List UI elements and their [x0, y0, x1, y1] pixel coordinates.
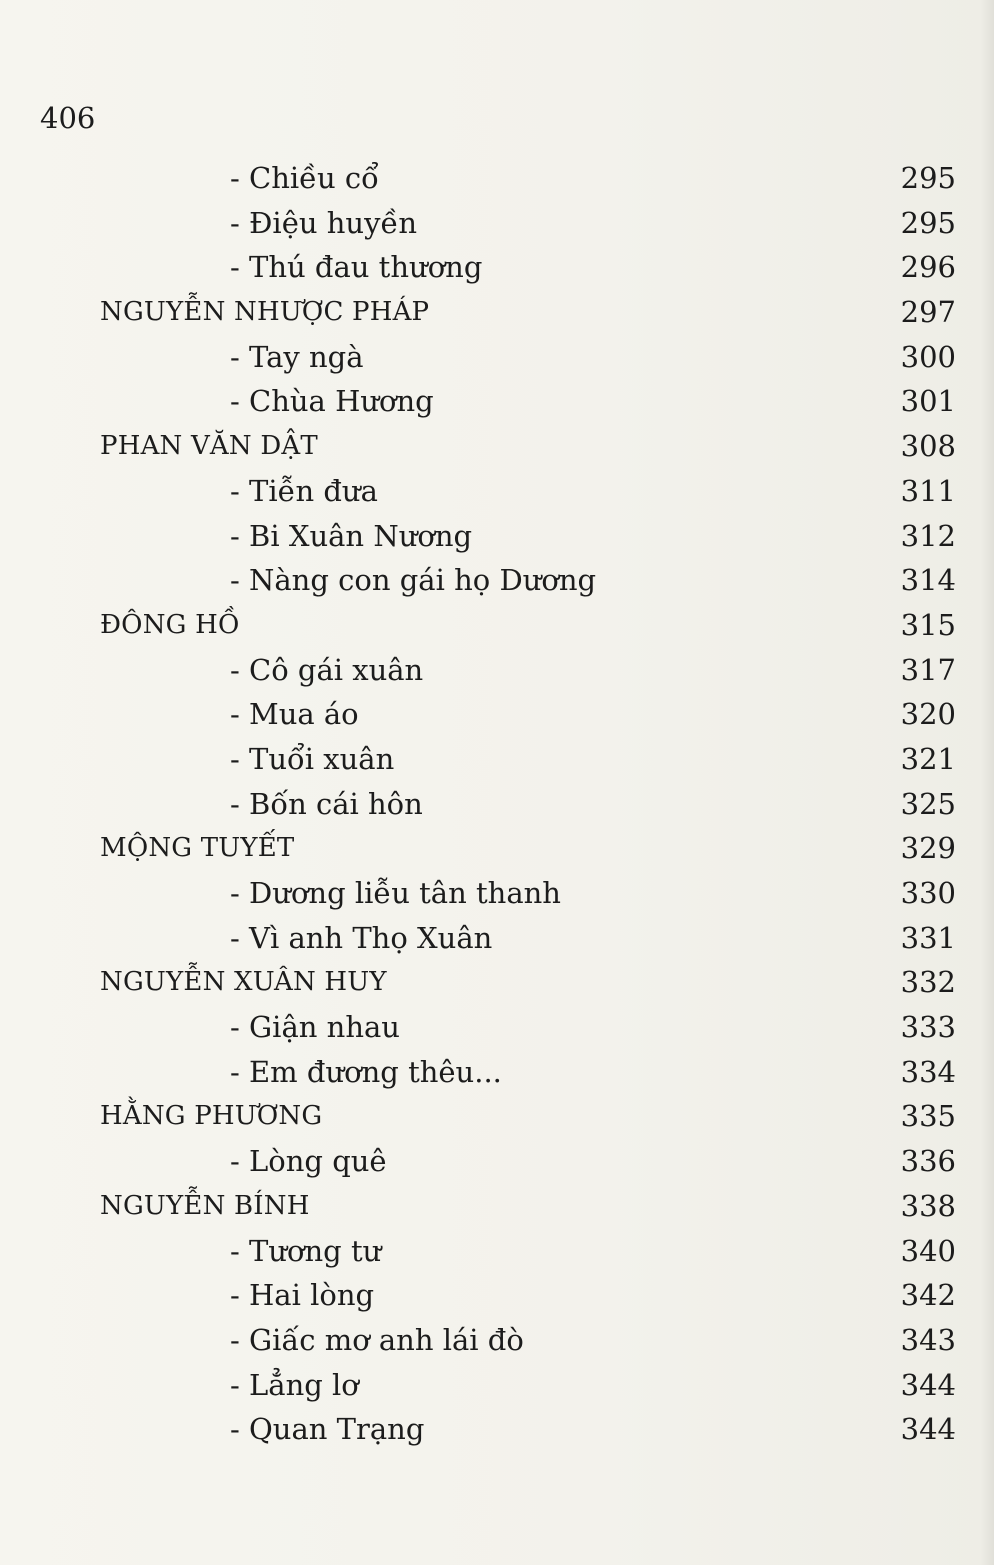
poem-title: - Bi Xuân Nương [230, 518, 473, 553]
toc-poem-row [0, 1318, 994, 1363]
entry-page-number: 321 [900, 741, 956, 776]
toc-poem-row [0, 558, 994, 603]
author-name: NGUYỄN BÍNH [100, 1190, 310, 1221]
poem-title: - Vì anh Thọ Xuân [230, 920, 493, 955]
poem-title: - Tương tư [230, 1233, 382, 1268]
entry-page-number: 340 [900, 1233, 956, 1268]
author-name: PHAN VĂN DẬT [100, 431, 318, 462]
toc-poem-row [0, 201, 994, 246]
entry-page-number: 308 [900, 429, 956, 464]
entry-page-number: 342 [900, 1278, 956, 1313]
toc-author-row [0, 960, 994, 1005]
toc-poem-row [0, 916, 994, 961]
entry-page-number: 320 [900, 697, 956, 732]
entry-page-number: 295 [900, 161, 956, 195]
entry-page-number: 314 [900, 563, 956, 598]
author-name: NGUYỄN NHƯỢC PHÁP [100, 297, 430, 328]
poem-title: - Lòng quê [230, 1144, 387, 1179]
poem-title: - Hai lòng [230, 1278, 375, 1313]
toc-poem-row [0, 245, 994, 290]
poem-title: - Thú đau thương [230, 250, 483, 285]
entry-page-number: 343 [900, 1322, 956, 1357]
toc-author-row [0, 603, 994, 648]
poem-title: - Tiễn đưa [230, 473, 378, 508]
toc-poem-row [0, 1273, 994, 1318]
entry-page-number: 317 [900, 652, 956, 687]
toc-poem-row [0, 469, 994, 514]
entry-page-number: 332 [900, 965, 956, 1000]
toc-poem-row [0, 1229, 994, 1274]
toc-author-row [0, 424, 994, 469]
poem-title: - Bốn cái hôn [230, 786, 423, 821]
entry-page-number: 297 [900, 295, 956, 330]
entry-page-number: 333 [900, 1010, 956, 1045]
page-number: 406 [40, 101, 96, 135]
toc-poem-row [0, 335, 994, 380]
page-edge-shadow [980, 0, 994, 1565]
toc-author-row [0, 1094, 994, 1139]
toc-poem-row [0, 782, 994, 827]
toc-author-row [0, 1184, 994, 1229]
toc-poem-row [0, 737, 994, 782]
poem-title: - Tay ngà [230, 339, 364, 374]
entry-page-number: 338 [900, 1188, 956, 1223]
poem-title: - Giấc mơ anh lái đò [230, 1322, 524, 1357]
toc-poem-row [0, 379, 994, 424]
table-of-contents [0, 156, 994, 1452]
author-name: NGUYỄN XUÂN HUY [100, 967, 387, 998]
poem-title: - Tuổi xuân [230, 741, 395, 776]
toc-poem-row [0, 1363, 994, 1408]
entry-page-number: 315 [900, 607, 956, 642]
poem-title: - Mua áo [230, 697, 359, 732]
entry-page-number: 336 [900, 1144, 956, 1179]
poem-title: - Điệu huyền [230, 205, 418, 240]
poem-title: - Chiều cổ [230, 161, 379, 195]
entry-page-number: 295 [900, 205, 956, 240]
entry-page-number: 329 [900, 831, 956, 866]
toc-poem-row [0, 648, 994, 693]
entry-page-number: 311 [900, 473, 956, 508]
entry-page-number: 296 [900, 250, 956, 285]
toc-author-row [0, 826, 994, 871]
toc-author-row [0, 290, 994, 335]
toc-poem-row [0, 692, 994, 737]
toc-poem-row [0, 1139, 994, 1184]
entry-page-number: 344 [900, 1367, 956, 1402]
poem-title: - Dương liễu tân thanh [230, 876, 561, 910]
poem-title: - Nàng con gái họ Dương [230, 563, 597, 598]
entry-page-number: 335 [900, 1099, 956, 1134]
entry-page-number: 300 [900, 339, 956, 374]
author-name: MỘNG TUYẾT [100, 833, 295, 864]
toc-poem-row [0, 514, 994, 559]
toc-poem-row [0, 1050, 994, 1095]
toc-poem-row [0, 1005, 994, 1050]
entry-page-number: 301 [900, 384, 956, 419]
poem-title: - Quan Trạng [230, 1412, 425, 1447]
entry-page-number: 312 [900, 518, 956, 553]
author-name: HẰNG PHƯƠNG [100, 1101, 323, 1132]
entry-page-number: 334 [900, 1054, 956, 1089]
poem-title: - Em đương thêu... [230, 1054, 502, 1089]
entry-page-number: 344 [900, 1412, 956, 1447]
entry-page-number: 330 [900, 876, 956, 910]
poem-title: - Lẳng lơ [230, 1367, 359, 1402]
author-name: ĐÔNG HỒ [100, 609, 240, 640]
poem-title: - Giận nhau [230, 1010, 400, 1045]
entry-page-number: 331 [900, 920, 956, 955]
toc-poem-row [0, 156, 994, 201]
entry-page-number: 325 [900, 786, 956, 821]
poem-title: - Cô gái xuân [230, 652, 424, 687]
toc-poem-row [0, 871, 994, 916]
toc-poem-row [0, 1407, 994, 1452]
poem-title: - Chùa Hương [230, 384, 434, 419]
